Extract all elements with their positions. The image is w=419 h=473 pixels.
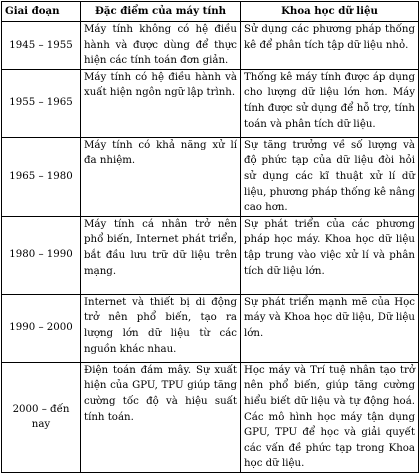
table-row — [2, 137, 419, 216]
header-computer: Đặc điểm của máy tính — [81, 2, 241, 22]
data-science-cell: Sử dụng các phương pháp thống kê để phân tích tập dữ liệu nhỏ. — [241, 22, 419, 70]
data-science-cell: Học máy và Trí tuệ nhân tạo trở nên phổ biến, giúp tăng cường hiểu biết dữ liệu và tự động hoá. Các mô hình học máy tận dụng GPU, TPU để học và giải quyết các vấn đề phức tạp trong Khoa học dữ liệu. — [241, 362, 419, 472]
data-science-cell: Sự phát triển mạnh mẽ của Học máy và Khoa học dữ liệu, Dữ liệu lớn. — [241, 294, 419, 362]
table-header-row — [2, 2, 419, 22]
table-row — [2, 294, 419, 362]
header-data-science: Khoa học dữ liệu — [241, 2, 419, 22]
header-period: Giai đoạn — [2, 2, 81, 22]
table-row — [2, 362, 419, 472]
period-cell: 2000 – đến nay — [2, 362, 81, 472]
period-cell: 1980 – 1990 — [2, 216, 81, 294]
table-row — [2, 22, 419, 70]
computer-cell: Máy tính không có hệ điều hành và được dùng để thực hiện các tính toán đơn giản. — [81, 22, 241, 70]
table-row — [2, 216, 419, 294]
data-science-cell: Thống kê máy tính được áp dụng cho lượng dữ liệu lớn hơn. Máy tính được sử dụng để hỗ trợ, tính toán và phân tích dữ liệu. — [241, 69, 419, 137]
computer-cell: Máy tính có hệ điều hành và xuất hiện ngôn ngữ lập trình. — [81, 69, 241, 137]
period-cell: 1955 – 1965 — [2, 69, 81, 137]
computer-cell: Máy tính có khả năng xử lí đa nhiệm. — [81, 137, 241, 216]
table-row — [2, 69, 419, 137]
period-cell: 1990 – 2000 — [2, 294, 81, 362]
data-science-cell: Sự phát triển của các phương pháp học máy. Khoa học dữ liệu tập trung vào việc xử lí và phân tích dữ liệu lớn. — [241, 216, 419, 294]
computer-cell: Internet và thiết bị di động trở nên phổ biến, tạo ra lượng lớn dữ liệu từ các nguồn khác nhau. — [81, 294, 241, 362]
period-cell: 1945 – 1955 — [2, 22, 81, 70]
computer-cell: Điện toán đám mây. Sự xuất hiện của GPU, TPU giúp tăng cường tốc độ và hiệu suất tính toán. — [81, 362, 241, 472]
data-science-cell: Sự tăng trưởng về số lượng và độ phức tạp của dữ liệu đòi hỏi sử dụng các kĩ thuật xử lí dữ liệu, phương pháp thống kê nâng cao hơn. — [241, 137, 419, 216]
period-cell: 1965 – 1980 — [2, 137, 81, 216]
history-table — [1, 1, 419, 473]
computer-cell: Máy tính cá nhân trở nên phổ biến, Internet phát triển, bắt đầu lưu trữ dữ liệu trên mạng. — [81, 216, 241, 294]
